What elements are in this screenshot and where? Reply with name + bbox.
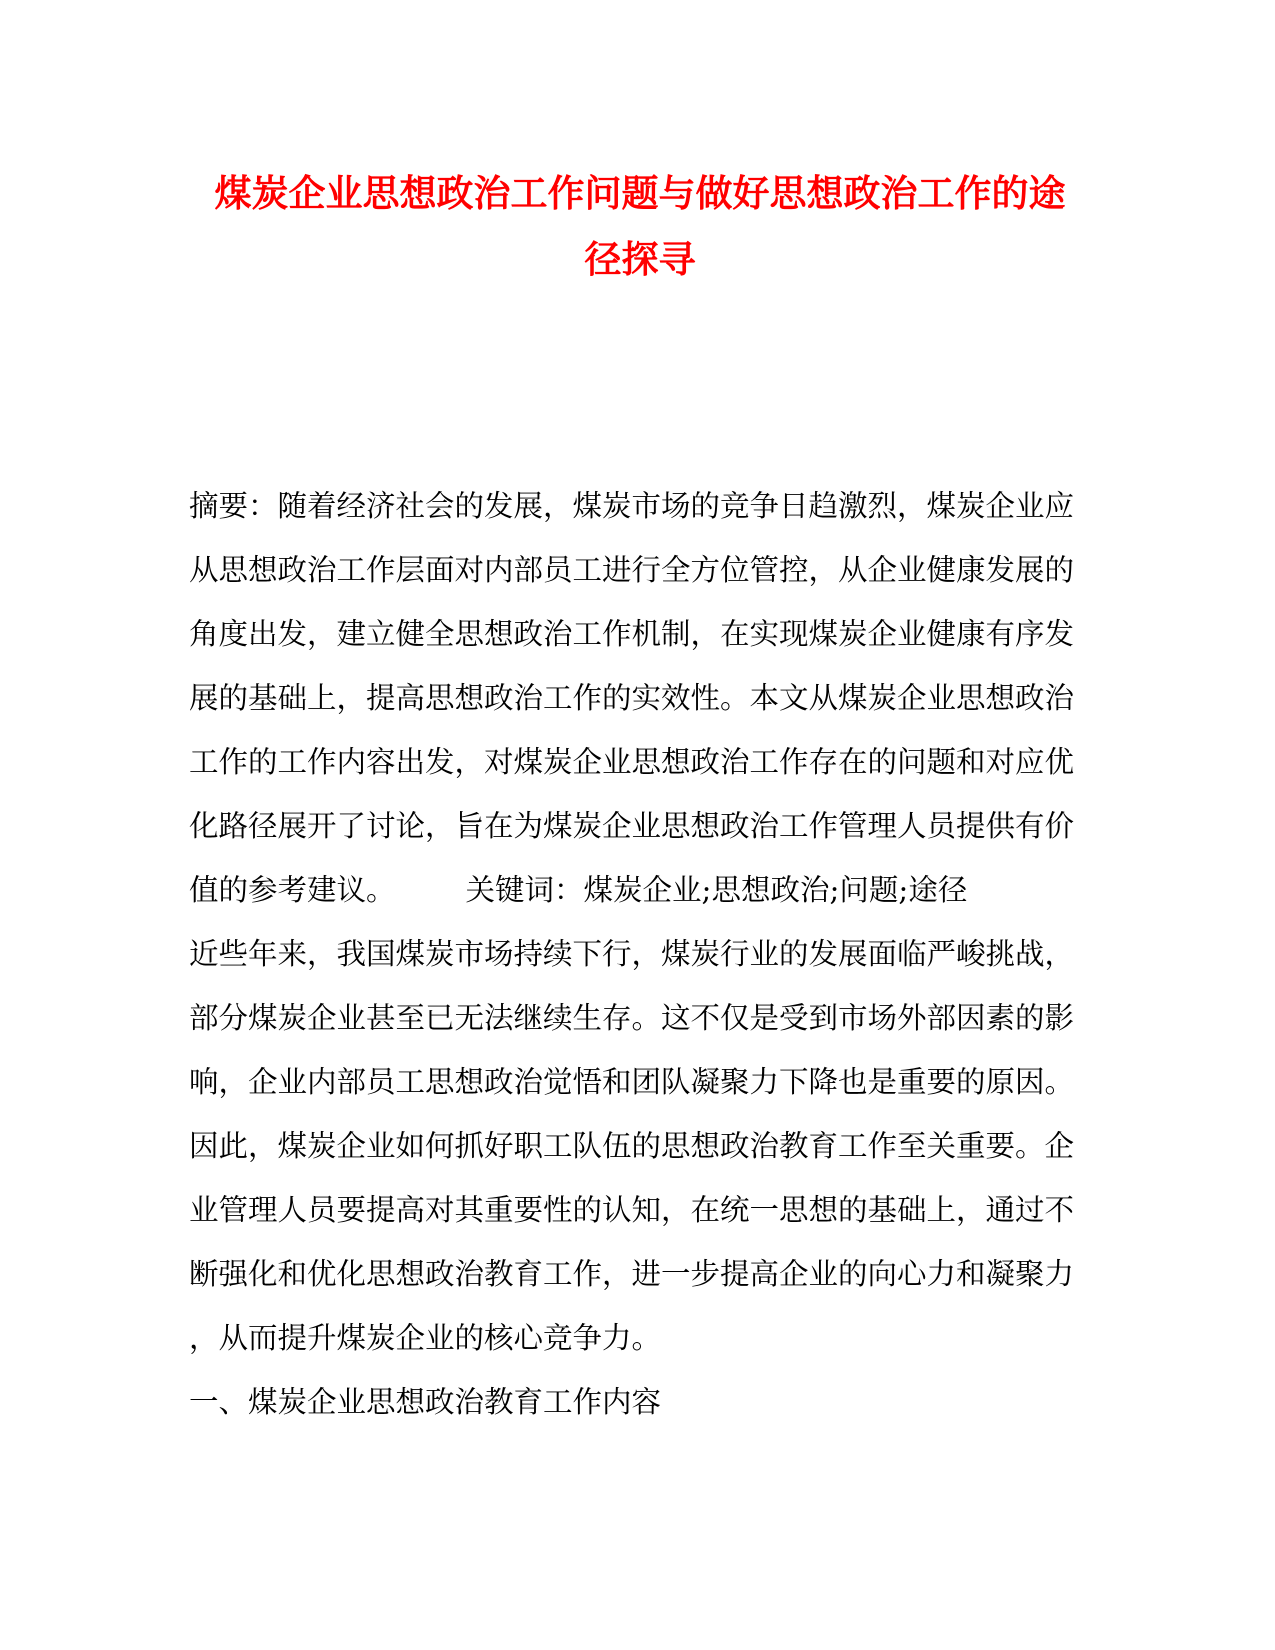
abstract-line: 展的基础上，提高思想政治工作的实效性。本文从煤炭企业思想政治 [189,681,1075,715]
title-line-2: 径探寻 [584,237,696,281]
abstract-line: 工作的工作内容出发，对煤炭企业思想政治工作存在的问题和对应优 [189,745,1075,779]
document-title [180,160,1100,292]
intro-line: 响，企业内部员工思想政治觉悟和团队凝聚力下降也是重要的原因。 [189,1065,1075,1099]
abstract-ending: 值的参考建议。 [189,873,396,907]
intro-line: 因此，煤炭企业如何抓好职工队伍的思想政治教育工作至关重要。企 [189,1129,1075,1163]
section-heading-text: 一、煤炭企业思想政治教育工作内容 [189,1385,662,1419]
intro-paragraph [189,922,1089,1370]
intro-line: ，从而提升煤炭企业的核心竞争力。 [189,1321,662,1355]
intro-line: 部分煤炭企业甚至已无法继续生存。这不仅是受到市场外部因素的影 [189,1001,1075,1035]
abstract-last-line [189,858,1089,922]
keywords: 关键词：煤炭企业;思想政治;问题;途径 [465,873,968,907]
abstract-line: 化路径展开了讨论，旨在为煤炭企业思想政治工作管理人员提供有价 [189,809,1075,843]
abstract-line: 角度出发，建立健全思想政治工作机制，在实现煤炭企业健康有序发 [189,617,1075,651]
intro-line: 业管理人员要提高对其重要性的认知，在统一思想的基础上，通过不 [189,1193,1075,1227]
abstract-paragraph [189,474,1089,922]
abstract-line: 摘要：随着经济社会的发展，煤炭市场的竞争日趋激烈，煤炭企业应 [189,489,1075,523]
section-heading [189,1370,1089,1434]
title-line-1: 煤炭企业思想政治工作问题与做好思想政治工作的途 [214,171,1066,215]
intro-line: 断强化和优化思想政治教育工作，进一步提高企业的向心力和凝聚力 [189,1257,1075,1291]
abstract-line: 从思想政治工作层面对内部员工进行全方位管控，从企业健康发展的 [189,553,1075,587]
intro-line: 近些年来，我国煤炭市场持续下行，煤炭行业的发展面临严峻挑战， [189,937,1075,971]
